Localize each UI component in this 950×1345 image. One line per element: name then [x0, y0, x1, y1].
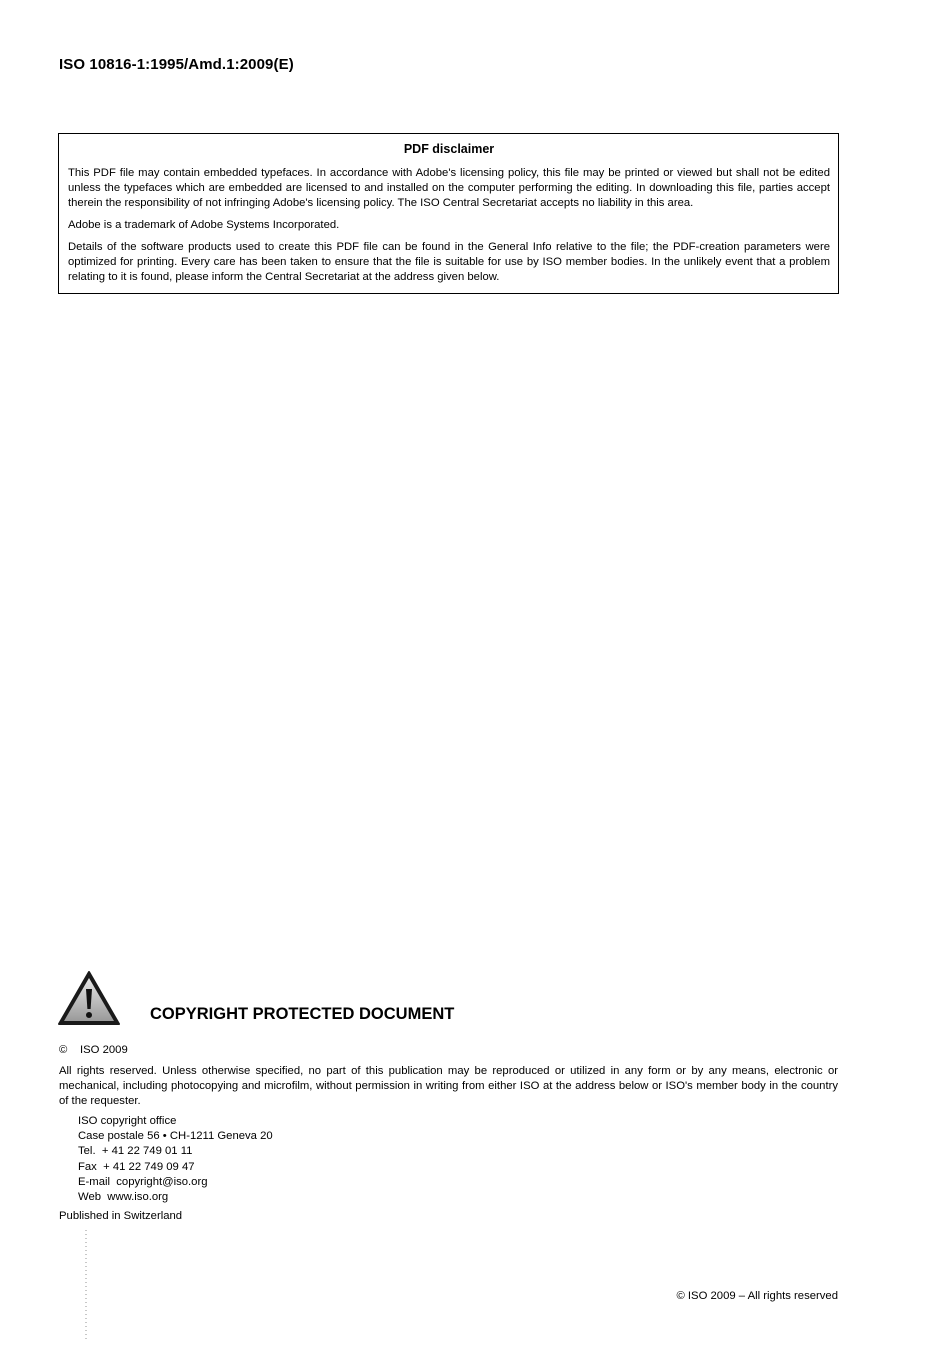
- margin-dotted-line: [85, 1230, 87, 1340]
- iso-address-block: [78, 1114, 273, 1205]
- disclaimer-title: PDF disclaimer: [403, 142, 495, 156]
- disclaimer-paragraph: Details of the software products used to create this PDF file can be found in the General Info relative to the file; the PDF-creation parameters were optimized for printing. Every care has been taken to ensure that the file is suitable for use by ISO member bodies. In the unlikely event that a problem relating to it is found, please inform the Central Secretariat at the address given below.: [68, 241, 830, 283]
- address-line: E-mail copyright@iso.org: [78, 1175, 208, 1188]
- address-line: Web www.iso.org: [78, 1191, 169, 1204]
- page-footer: © ISO 2009 – All rights reserved: [676, 1290, 838, 1302]
- document-id-header: ISO 10816-1:1995/Amd.1:2009(E): [59, 56, 294, 73]
- published-location: Published in Switzerland: [59, 1210, 183, 1222]
- copyright-year: ISO 2009: [80, 1044, 128, 1056]
- copyright-title: COPYRIGHT PROTECTED DOCUMENT: [150, 1005, 455, 1023]
- copyright-year-line: [59, 1044, 128, 1056]
- address-line: Case postale 56 • CH-1211 Geneva 20: [78, 1130, 273, 1143]
- warning-triangle-icon: [57, 970, 121, 1027]
- address-line: Tel. + 41 22 749 01 11: [78, 1145, 193, 1158]
- disclaimer-paragraph: This PDF file may contain embedded typefaces. In accordance with Adobe's licensing policy, this file may be printed or viewed but shall not be edited unless the typefaces which are embedded are licensed to and installed on the computer performing the editing. In downloading this file, parties accept therein the responsibility of not infringing Adobe's licensing policy. The ISO Central Secretariat accepts no liability in this area.: [68, 167, 830, 209]
- copyright-symbol: ©: [59, 1044, 68, 1056]
- disclaimer-paragraph: Adobe is a trademark of Adobe Systems Incorporated.: [68, 219, 340, 231]
- rights-reserved-text: All rights reserved. Unless otherwise specified, no part of this publication may be reproduced or utilized in any form or by any means, electronic or mechanical, including photocopying and microfilm, without permission in writing from either ISO at the address below or ISO's member body in the country of the requester.: [59, 1065, 838, 1107]
- address-line: Fax + 41 22 749 09 47: [78, 1160, 195, 1173]
- address-line: ISO copyright office: [78, 1115, 177, 1127]
- pdf-disclaimer-box: [58, 133, 839, 294]
